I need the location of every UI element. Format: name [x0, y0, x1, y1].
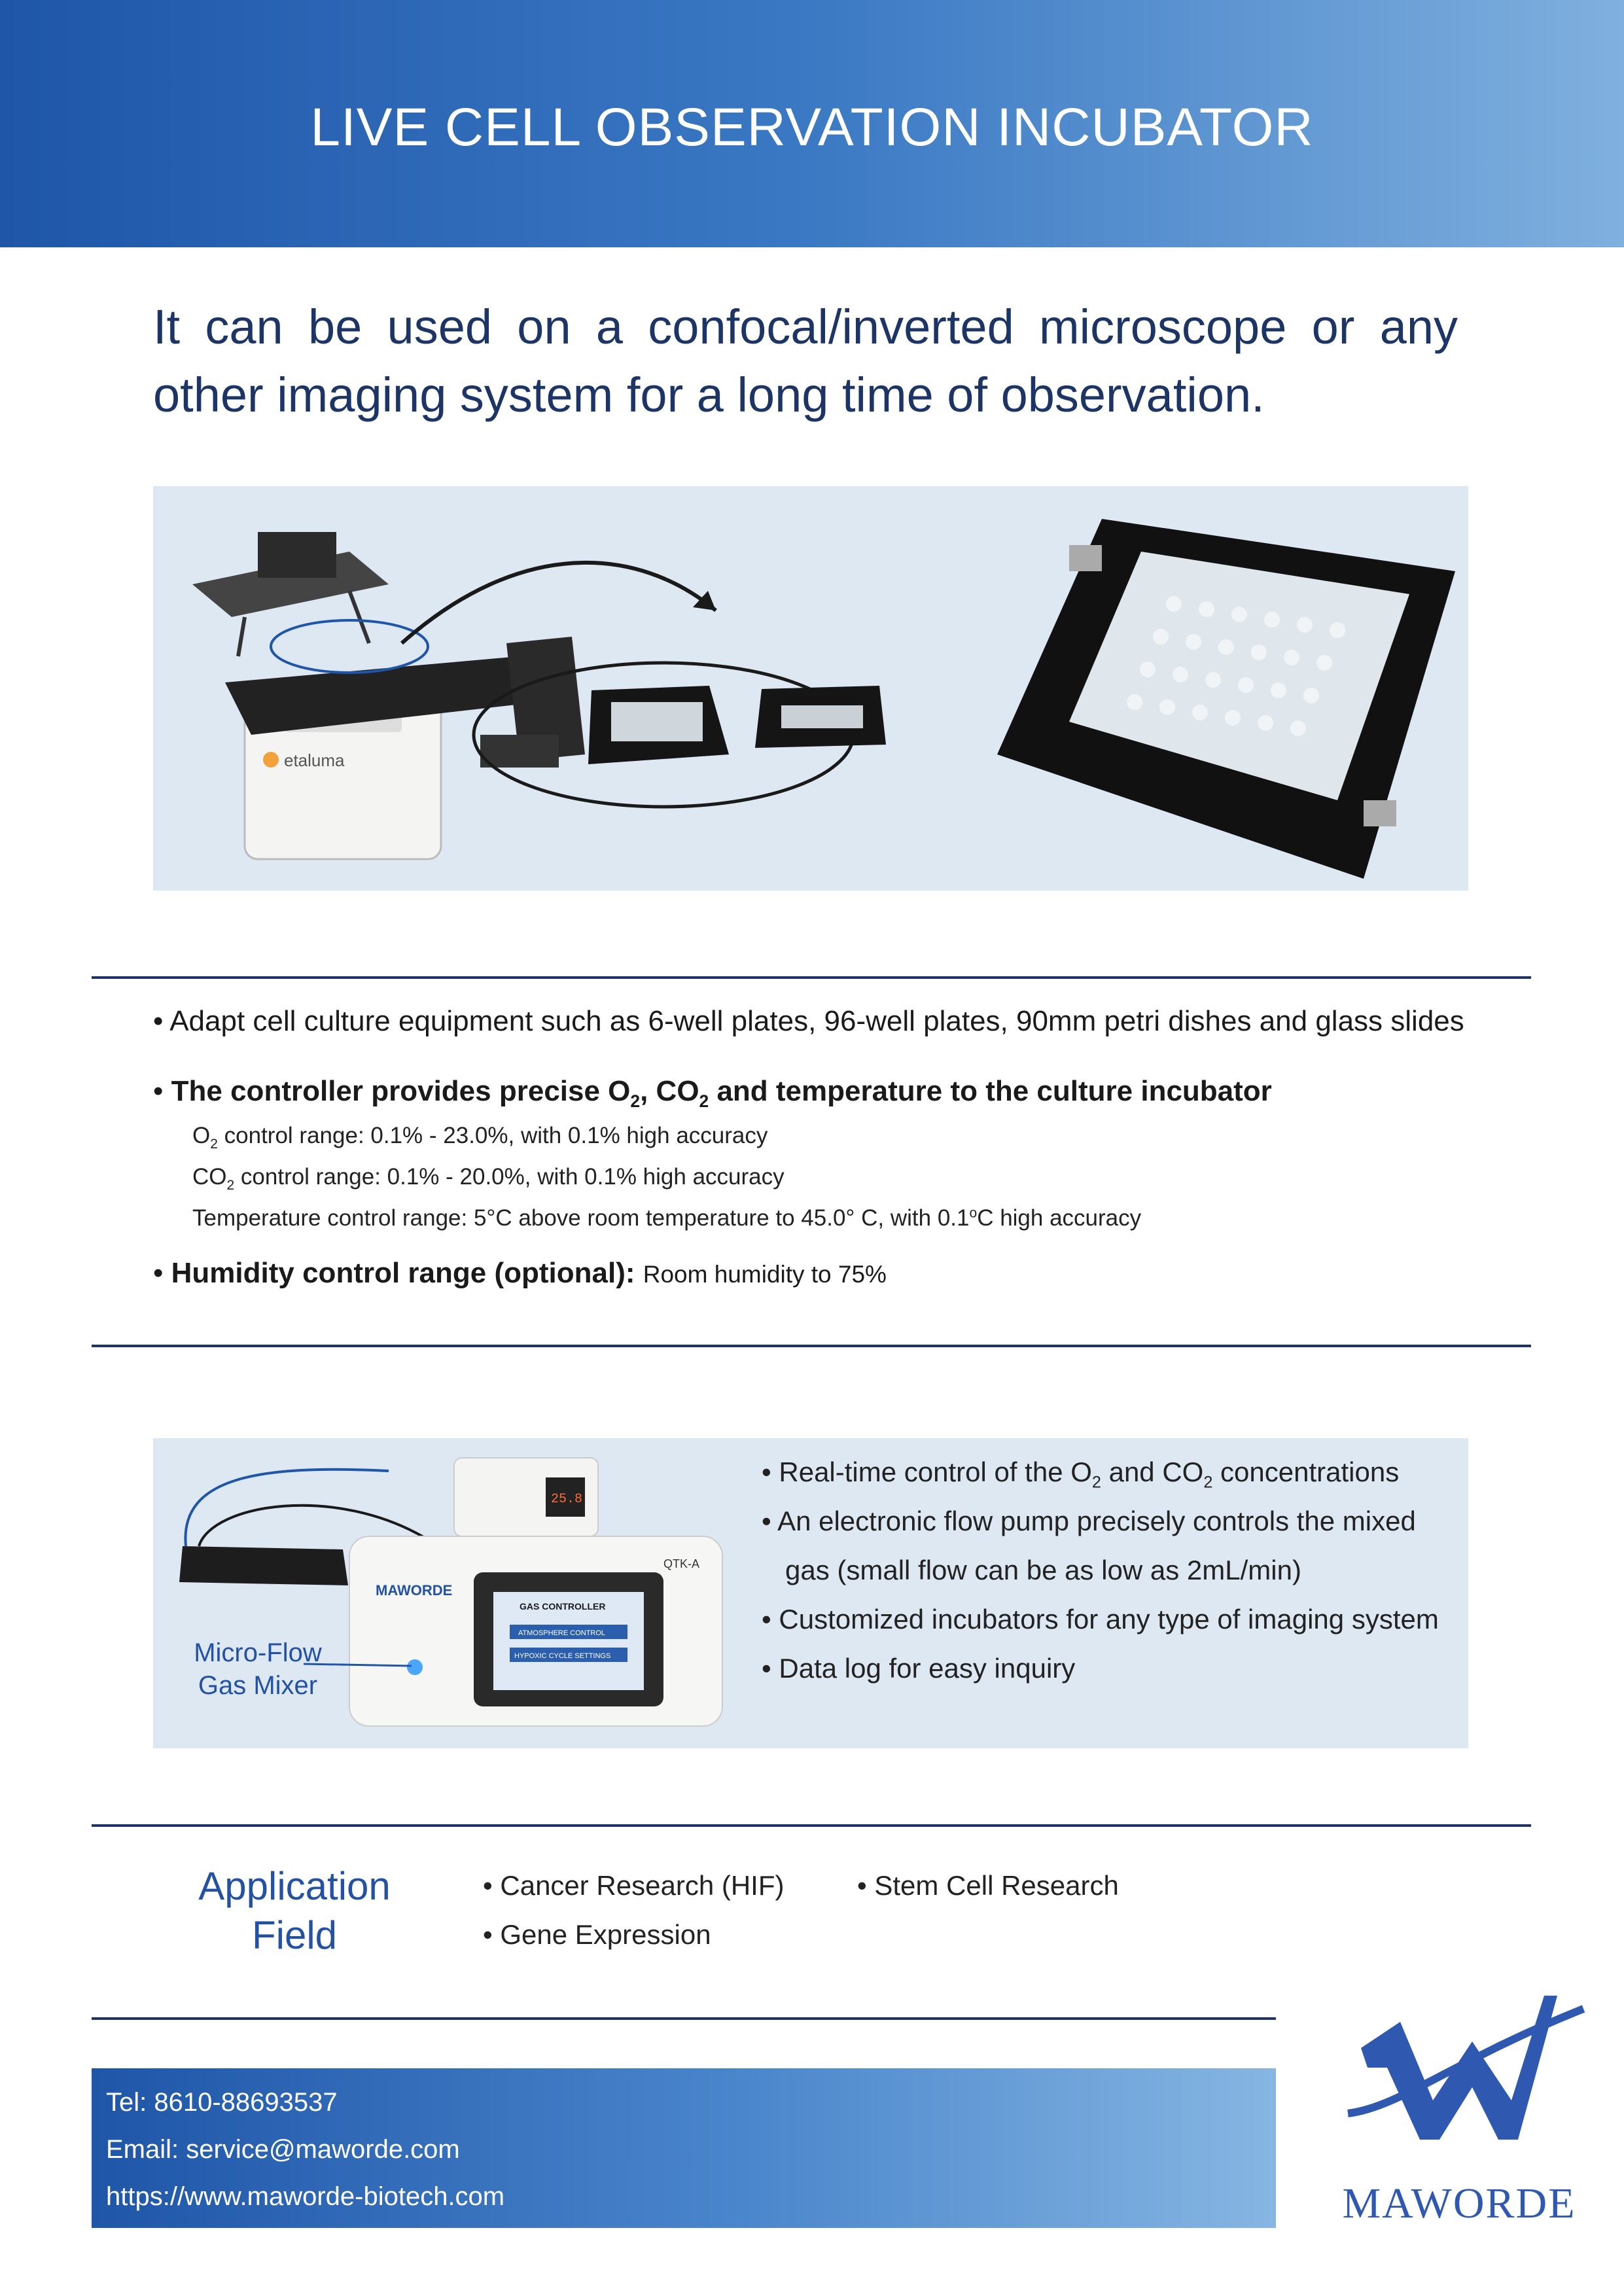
feature-2: • An electronic flow pump precisely controls the mixed	[762, 1506, 1416, 1536]
screen-title: GAS CONTROLLER	[520, 1601, 606, 1612]
feature-2-cont: gas (small flow can be as low as 2mL/min)	[785, 1555, 1301, 1585]
application-item: • Cancer Research (HIF)	[483, 1870, 785, 1901]
application-field-title: Application Field	[198, 1864, 391, 1957]
mixer-label: Micro-Flow Gas Mixer	[194, 1638, 322, 1700]
divider	[92, 1824, 1531, 1827]
contact-footer	[92, 2068, 1276, 2228]
spec-adapt: • Adapt cell culture equipment such as 6-well plates, 96-well plates, 90mm petri dishes and glass slides	[153, 1005, 1464, 1037]
screen-button-atmosphere: ATMOSPHERE CONTROL	[518, 1629, 606, 1637]
maworde-logo	[1322, 1969, 1597, 2244]
spec-co2-range: $CO_2$ control range: 0.1% - 20.0%, with 0.1% high accuracy	[192, 1164, 785, 1193]
small-display: 25.8	[551, 1492, 583, 1507]
brand-label: etaluma	[284, 751, 345, 770]
contact-website[interactable]: https://www.maworde-biotech.com	[106, 2182, 505, 2211]
feature-1: • Real-time control of the $O_2$ and $CO_2$ concentrations	[762, 1457, 1400, 1492]
device-model: QTK-A	[663, 1557, 700, 1570]
application-item: • Gene Expression	[483, 1919, 711, 1950]
incubator-illustration	[153, 486, 1468, 891]
screen-button-hypoxic: HYPOXIC CYCLE SETTINGS	[514, 1652, 611, 1660]
divider	[92, 1345, 1531, 1347]
divider	[92, 976, 1531, 979]
contact-tel: Tel: 8610-88693537	[106, 2088, 338, 2117]
spec-temp-range: Temperature control range: 5°C above room temperature to 45.0° C, with 0.1$^o$C high accuracy	[192, 1205, 1142, 1231]
feature-3: • Customized incubators for any type of imaging system	[762, 1604, 1439, 1634]
product-photo-panel	[153, 486, 1468, 891]
contact-email[interactable]: Email: service@maworde.com	[106, 2135, 460, 2164]
page-title: LIVE CELL OBSERVATION INCUBATOR	[310, 97, 1314, 157]
spec-humidity: • Humidity control range (optional): Room humidity to 75%	[153, 1257, 887, 1289]
device-brand: MAWORDE	[376, 1582, 453, 1598]
divider	[92, 2017, 1276, 2020]
logo-wordmark: MAWORDE	[1342, 2180, 1576, 2227]
gas-controller-panel	[153, 1438, 1468, 1748]
maworde-logo-icon	[1322, 1969, 1597, 2166]
feature-4: • Data log for easy inquiry	[762, 1653, 1076, 1684]
intro-text: It can be used on a confocal/inverted microscope or any other imaging system for a long time of observation.	[153, 300, 1458, 422]
spec-controller: • The controller provides precise $O_2$, $CO_2$ and temperature to the culture incubator	[153, 1075, 1272, 1111]
spec-o2-range: $O_2$ control range: 0.1% - 23.0%, with 0.1% high accuracy	[192, 1123, 768, 1152]
application-item: • Stem Cell Research	[857, 1870, 1119, 1901]
